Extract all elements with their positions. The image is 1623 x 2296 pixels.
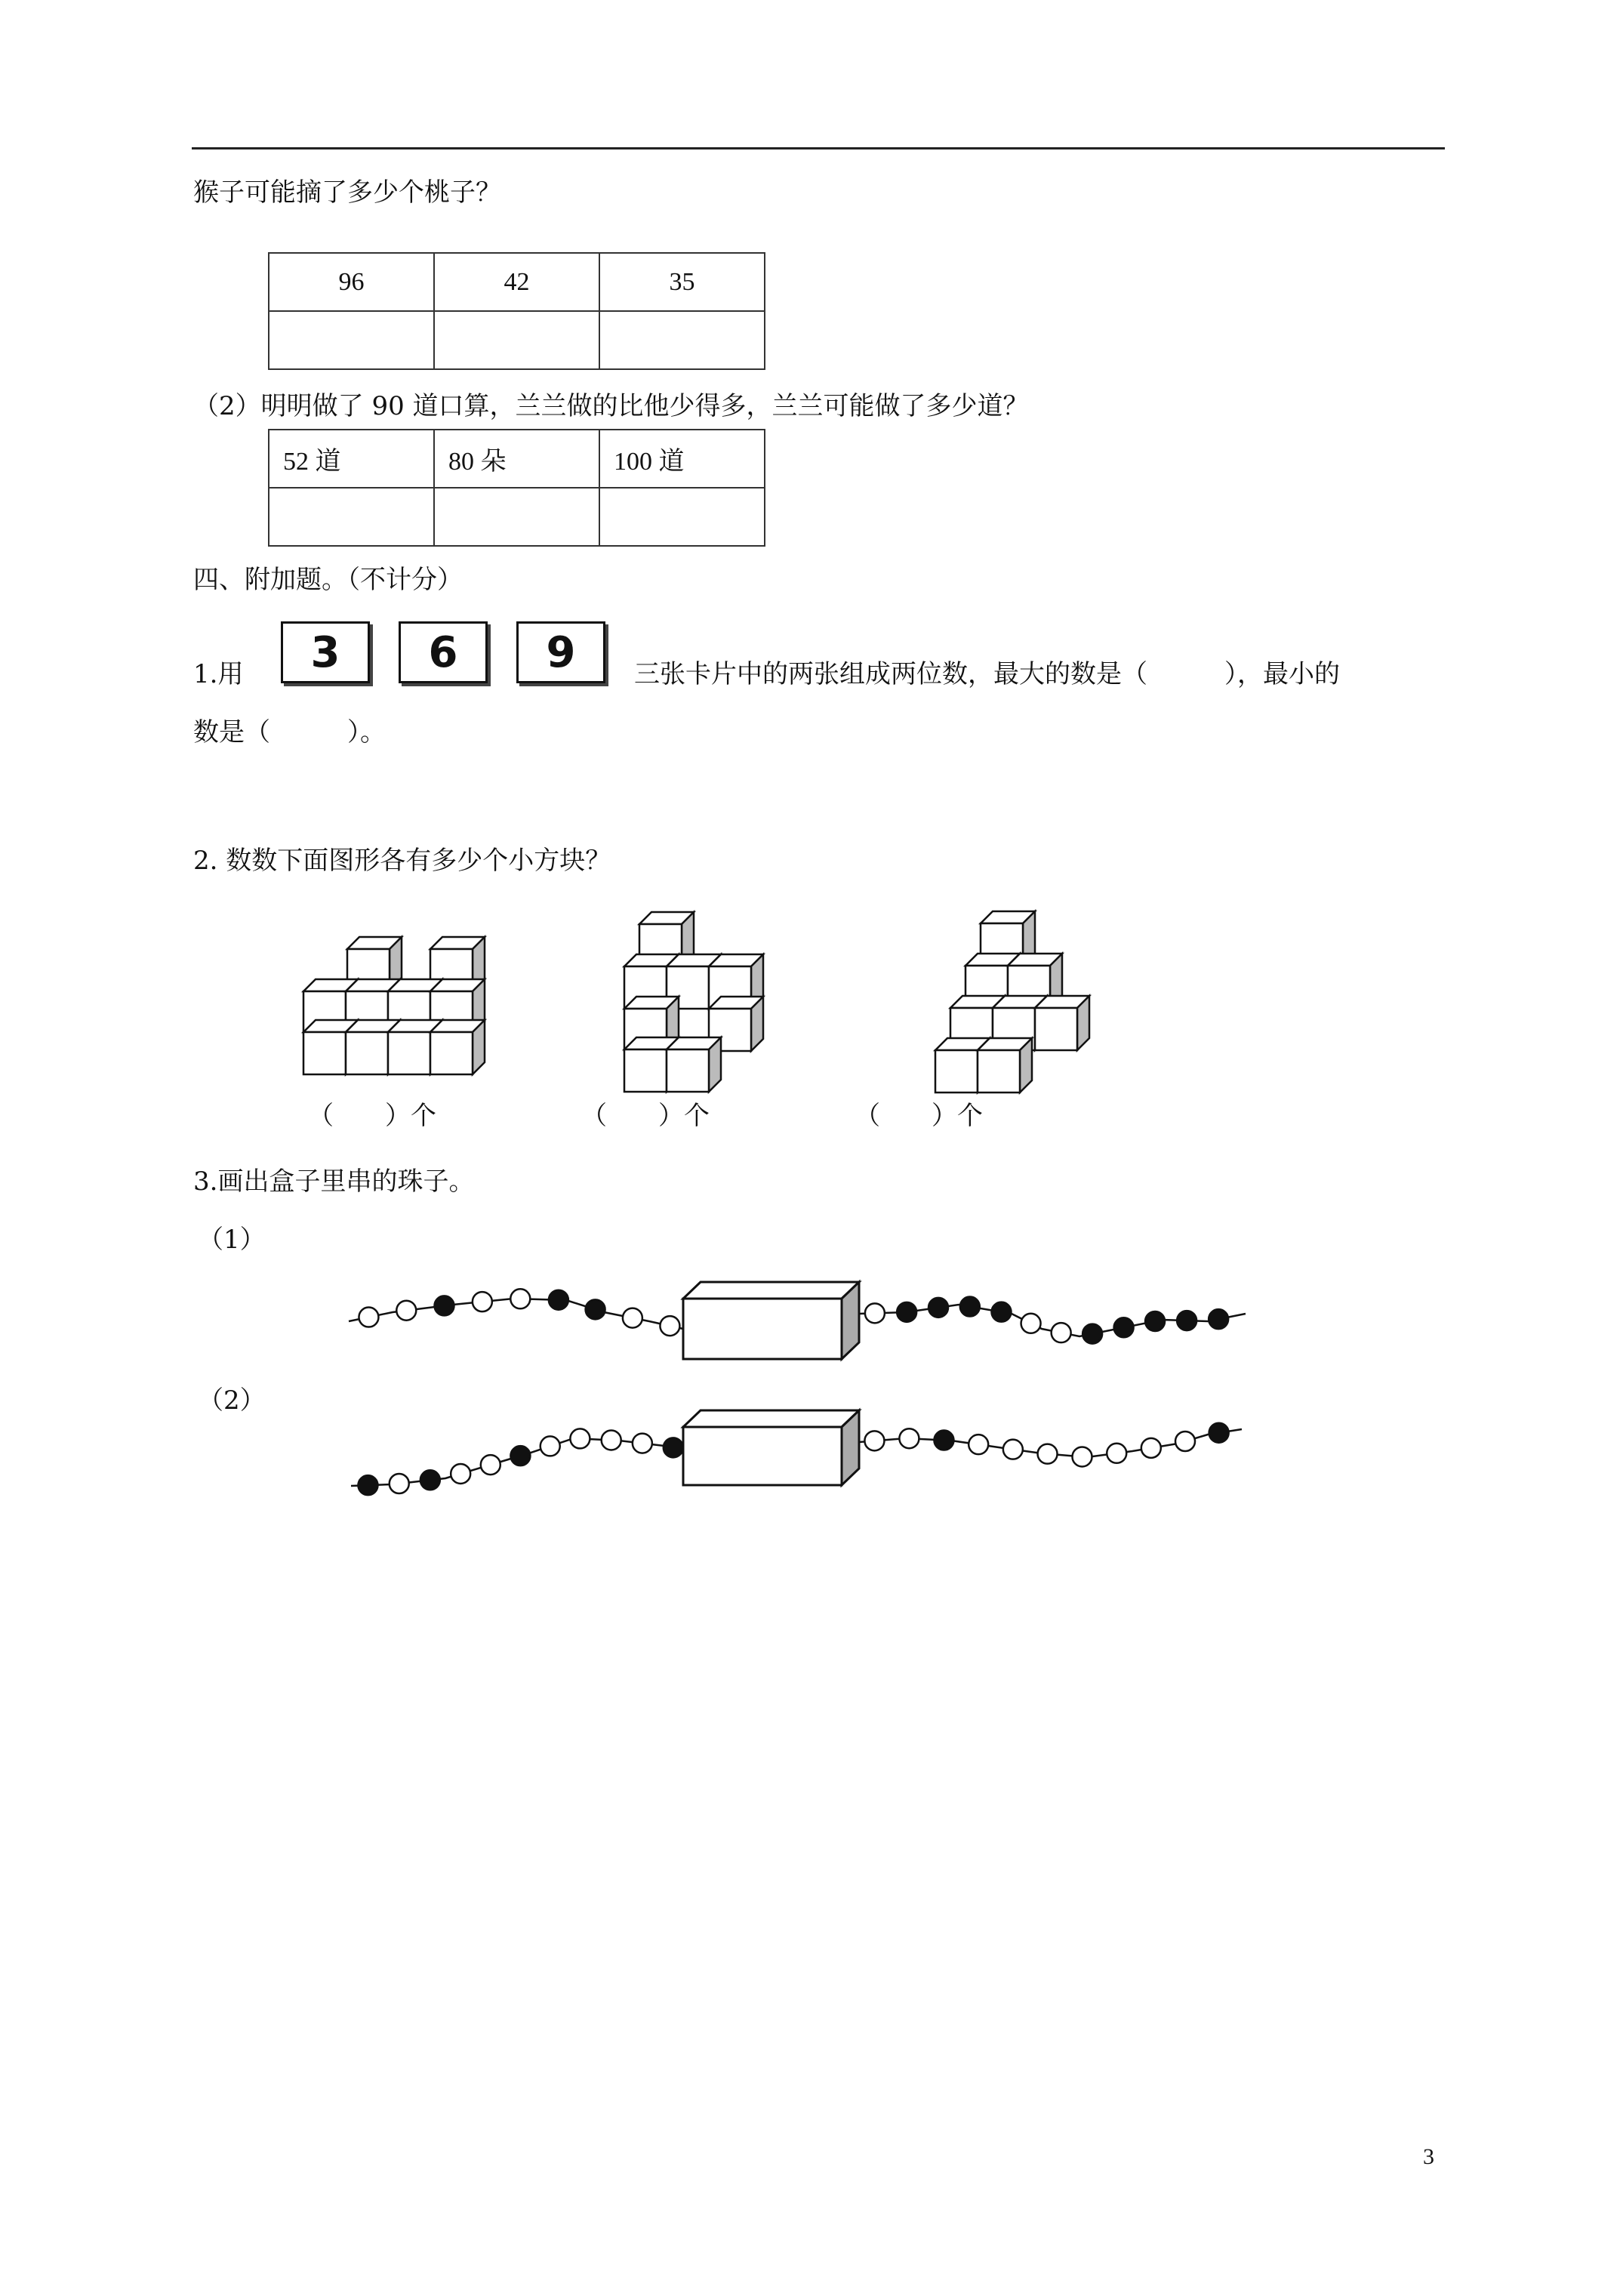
bead-white (660, 1316, 679, 1336)
bead-black (991, 1302, 1011, 1322)
bead-white (481, 1455, 500, 1475)
answer-blank-1[interactable]: （ ）个 (308, 1101, 436, 1131)
bead-black (1145, 1311, 1165, 1331)
digit-card-6: 6 (399, 621, 488, 683)
option-cell: 100 道 (599, 430, 765, 488)
bead-white (623, 1308, 642, 1328)
bead-white (864, 1431, 884, 1450)
bead-white (969, 1435, 988, 1454)
bead-white (602, 1430, 621, 1450)
bead-white (1052, 1323, 1071, 1342)
section-heading: 四、附加题。（不计分） (193, 565, 463, 595)
option-cell: 80 朵 (434, 430, 599, 488)
bead-white (570, 1428, 590, 1448)
bead-white (510, 1289, 530, 1308)
digit-card-9: 9 (516, 621, 605, 683)
bead-white (1175, 1432, 1195, 1451)
bead-black (586, 1299, 605, 1319)
bead-white (1072, 1447, 1092, 1466)
bead-white (633, 1434, 652, 1453)
p1-text-line2: 数是（ ）。 (193, 717, 386, 747)
option-cell: 42 (434, 253, 599, 311)
p1-text-line1: 三张卡片中的两张组成两位数，最大的数是（ ），最小的 (634, 659, 1340, 689)
bead-white (451, 1464, 470, 1484)
bead-white (390, 1474, 409, 1493)
bead-white (396, 1301, 416, 1321)
question-monkey: 猴子可能摘了多少个桃子？ (193, 177, 501, 208)
digit-card-3: 3 (281, 621, 370, 683)
p1-prefix: 1.用 (193, 659, 244, 689)
bead-white (899, 1428, 919, 1448)
bead-white (1141, 1438, 1161, 1458)
bead-white (1021, 1314, 1041, 1333)
bead-black (960, 1297, 980, 1317)
bead-black (897, 1302, 916, 1322)
bead-black (1114, 1318, 1134, 1337)
bead-white (473, 1292, 492, 1311)
bead-white (1038, 1444, 1058, 1464)
bead-black (435, 1296, 454, 1315)
bead-black (1177, 1311, 1196, 1330)
bead-black (510, 1446, 530, 1465)
bead-black (1083, 1324, 1102, 1344)
p2-question: 2. 数数下面图形各有多少个小方块？ (193, 846, 611, 876)
option-cell: 52 道 (269, 430, 434, 488)
bead-black (549, 1290, 568, 1310)
bead-black (358, 1475, 377, 1495)
question-2: （2）明明做了 90 道口算，兰兰做的比他少得多，兰兰可能做了多少道？ (193, 391, 1029, 421)
option-cell: 96 (269, 253, 434, 311)
bead-white (540, 1436, 560, 1456)
option-cell: 35 (599, 253, 765, 311)
bead-white (1003, 1440, 1023, 1459)
answer-blank-2[interactable]: （ ）个 (581, 1101, 710, 1131)
bead-black (1209, 1423, 1229, 1443)
p3-title: 3.画出盒子里串的珠子。 (193, 1166, 475, 1197)
box-1[interactable] (683, 1282, 859, 1359)
p3-part1-label: （1） (198, 1225, 266, 1255)
p3-part2-label: （2） (198, 1385, 266, 1416)
bead-black (1209, 1309, 1228, 1329)
bead-black (929, 1298, 948, 1318)
bead-black (420, 1470, 440, 1490)
bead-white (359, 1308, 378, 1327)
answer-blank-3[interactable]: （ ）个 (855, 1101, 983, 1131)
page-number: 3 (1423, 2144, 1434, 2169)
bead-white (1107, 1444, 1126, 1463)
bead-white (865, 1303, 885, 1323)
bead-black (934, 1431, 953, 1450)
bead-black (664, 1438, 683, 1457)
box-2[interactable] (683, 1410, 859, 1485)
